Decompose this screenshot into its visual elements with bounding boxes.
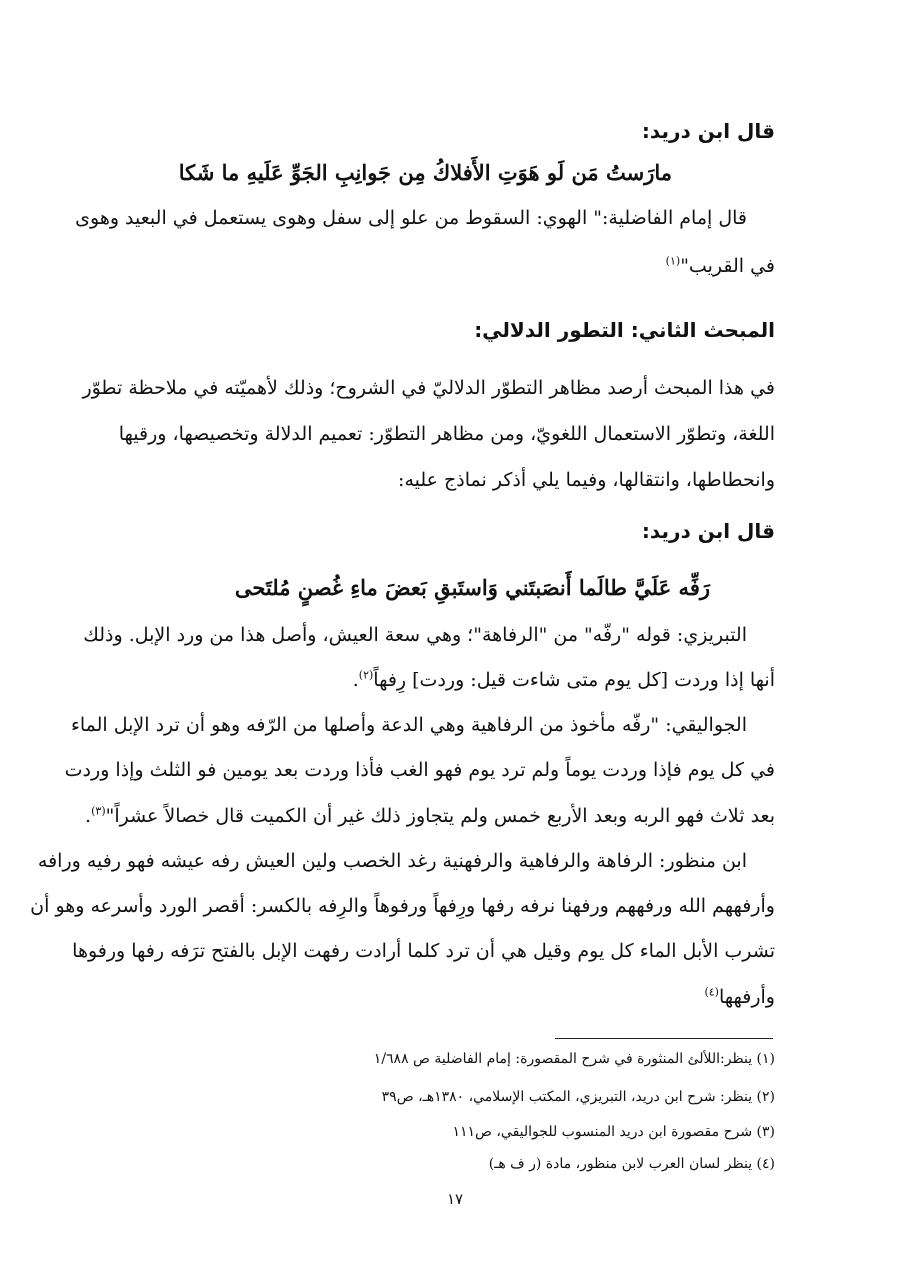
footnote-ref-3: (٣) <box>91 804 106 818</box>
paragraph-4-line-1: الجواليقي: "رفّه مأخوذ من الرفاهية وهي الدعة وأصلها من الرّفه وهو أن ترد الإبل الماء <box>70 714 747 736</box>
paragraph-4-line-3-text: بعد ثلاث فهو الربه وبعد الأربع خمس ولم يتجاوز ذلك غير أن الكميت قال خصالاً عشراً" <box>105 805 775 827</box>
heading-qala-ibn-durayd-1: قال ابن دريد: <box>641 119 775 143</box>
footnote-ref-2: (٢) <box>358 668 374 682</box>
paragraph-5-line-3: تشرب الأبل الماء كل يوم وقيل هي أن ترد كلما أرادت رفهت الإبل بالفتح ترَفه رفها ورفوها <box>72 940 775 962</box>
footnote-3: (٣) شرح مقصورة ابن دريد المنسوب للجواليقي، ص١١١ <box>452 1124 775 1140</box>
footnote-2: (٢) ينظر: شرح ابن دريد، التبريزي، المكتب الإسلامي، ١٣٨٠هـ، ص٣٩ <box>381 1089 775 1105</box>
paragraph-2-line-2: اللغة، وتطوّر الاستعمال اللغويّ، ومن مظاهر التطوّر: تعميم الدلالة وتخصيصها، ورقيها <box>118 423 775 445</box>
footnote-1: (١) ينظر:اللألئ المنثورة في شرح المقصورة: إمام الفاضلية ص ١/٦٨٨ <box>373 1051 775 1067</box>
paragraph-1-line-2 <box>135 251 775 281</box>
paragraph-3-line-2-end: . <box>352 669 359 691</box>
footnote-ref-4: (٤) <box>704 985 719 999</box>
paragraph-4-line-3 <box>85 801 775 831</box>
footnote-separator <box>555 1038 773 1039</box>
paragraph-5-line-2: وأرفههم الله ورفههم ورفهنا نرفه رفها ورِفهاً ورفوهاً والرِفه بالكسر: أقصر الورد وأسرعه وهو أن <box>30 895 775 917</box>
section-title: المبحث الثاني: التطور الدلالي: <box>474 318 775 342</box>
paragraph-1-line-2-text: في القريب" <box>680 255 775 277</box>
paragraph-3-line-2-text: أنها إذا وردت [كل يوم متى شاءت قيل: وردت] رِفهاً <box>373 669 775 691</box>
paragraph-1-line-1: قال إمام الفاضلية:" الهوي: السقوط من علو إلى سفل وهوى يستعمل في البعيد وهوى <box>75 207 747 229</box>
page-number: ١٧ <box>446 1190 464 1208</box>
paragraph-2-line-1: في هذا المبحث أرصد مظاهر التطوّر الدلاليّ في الشروح؛ وذلك لأهميّته في ملاحظة تطوّر <box>82 377 775 399</box>
paragraph-3-line-1: التبريزي: قوله "رفّه" من "الرفاهة"؛ وهي سعة العيش، وأصل هذا من ورد الإبل. وذلك <box>83 624 747 646</box>
verse-2: رَفِّه عَلَيَّ طالَما أَنصَبتَني وَاستَبقِ بَعضَ ماءِ غُصنٍ مُلتَحى <box>234 575 710 600</box>
paragraph-5-line-1: ابن منظور: الرفاهة والرفاهية والرفهنية رغد الخصب ولين العيش رفه عيشه فهو رفيه ورافه <box>37 850 747 872</box>
paragraph-4-line-2: في كل يوم فإذا وردت يوماً ولم ترد يوم فهو الغب فأذا وردت بعد يومين فو الثلث وإذا وردت <box>64 759 775 781</box>
heading-qala-ibn-durayd-2: قال ابن دريد: <box>641 519 775 543</box>
footnote-4: (٤) ينظر لسان العرب لابن منظور، مادة (ر ف هـ) <box>488 1156 775 1172</box>
paragraph-2-line-3: وانحطاطها، وانتقالها، وفيما يلي أذكر نماذج عليه: <box>398 469 775 491</box>
paragraph-4-line-3-end: . <box>85 805 92 827</box>
paragraph-3-line-2 <box>135 665 775 695</box>
footnote-ref-1: (١) <box>665 254 681 268</box>
paragraph-5-line-4-text: وأرفهها <box>718 986 775 1008</box>
paragraph-5-line-4 <box>135 982 775 1012</box>
verse-1: مارَستُ مَن لَو هَوَتِ الأَفلاكُ مِن جَوانِبِ الجَوِّ عَلَيهِ ما شَكا <box>178 160 672 185</box>
